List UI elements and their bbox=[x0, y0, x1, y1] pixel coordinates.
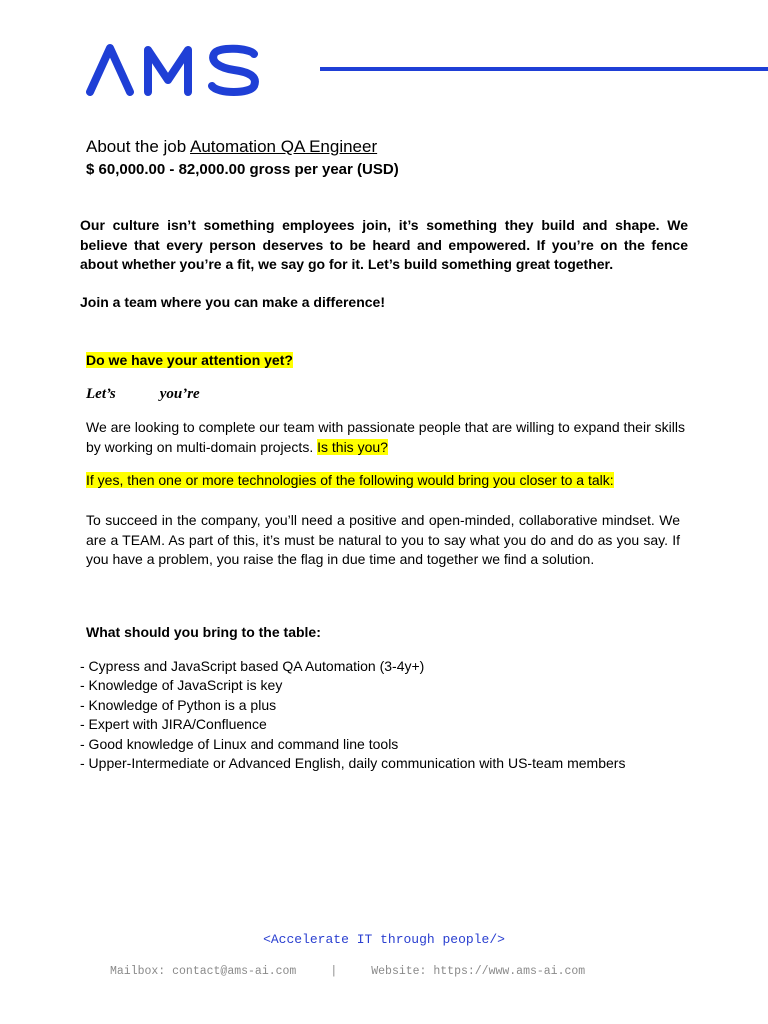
if-yes-highlight: If yes, then one or more technologies of the following would bring you closer to a talk: bbox=[86, 472, 614, 488]
attention-question bbox=[86, 352, 293, 368]
lets-word: Let’s bbox=[86, 386, 116, 402]
culture-paragraph: Our culture isn’t something employees join, it’s something they build and shape. We believe that every person deserves to be heard and empowered. If you’re on the fence about whether you’re a fit, we say go for it. Let’s build something great together. bbox=[80, 217, 688, 272]
job-title-prefix: About the job bbox=[86, 137, 187, 156]
bring-heading: What should you bring to the table: bbox=[86, 624, 321, 640]
header-rule bbox=[320, 67, 768, 71]
list-item: - Cypress and JavaScript based QA Automation (3-4y+) bbox=[80, 658, 425, 674]
footer-contact bbox=[110, 965, 585, 978]
list-item: - Good knowledge of Linux and command line tools bbox=[80, 735, 399, 752]
looking-paragraph bbox=[86, 418, 686, 457]
attention-highlight: Do we have your attention yet? bbox=[86, 352, 293, 368]
youre-word: you’re bbox=[159, 386, 200, 402]
footer-separator: | bbox=[330, 965, 338, 978]
list-item: - Expert with JIRA/Confluence bbox=[80, 716, 267, 733]
skills-list bbox=[80, 657, 625, 773]
website-link[interactable]: Website: https://www.ams-ai.com bbox=[371, 965, 586, 978]
succeed-paragraph: To succeed in the company, you’ll need a positive and open-minded, collaborative mindset. We are a TEAM. As part of this, it’s must be natural to you to say what you do and do as you say. If you have a problem, you raise the flag in due time and together we find a solution. bbox=[86, 512, 680, 567]
list-item: - Knowledge of JavaScript is key bbox=[80, 677, 283, 694]
join-line: Join a team where you can make a difference! bbox=[80, 294, 386, 310]
looking-text: We are looking to complete our team with passionate people that are willing to expand their skills by working on multi-domain projects. bbox=[86, 419, 685, 455]
if-yes-line bbox=[86, 472, 614, 488]
mailbox-link[interactable]: Mailbox: contact@ams-ai.com bbox=[110, 965, 297, 978]
ams-logo bbox=[86, 40, 266, 100]
is-this-you-highlight: Is this you? bbox=[317, 438, 388, 455]
lets-line bbox=[86, 386, 200, 403]
list-item: - Upper-Intermediate or Advanced English, daily communication with US-team members bbox=[80, 755, 626, 772]
footer-tagline: <Accelerate IT through people/> bbox=[263, 932, 505, 947]
salary: $ 60,000.00 - 82,000.00 gross per year (USD) bbox=[86, 161, 399, 178]
list-item: - Knowledge of Python is a plus bbox=[80, 696, 277, 713]
job-title bbox=[86, 137, 377, 157]
job-role: Automation QA Engineer bbox=[190, 137, 378, 156]
